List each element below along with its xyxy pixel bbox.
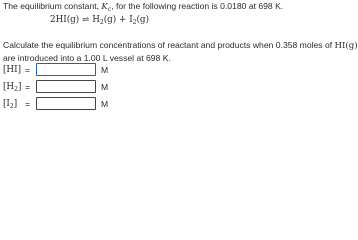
intro-prefix: The equilibrium constant, [3, 1, 102, 11]
k-subscript: c [107, 6, 112, 13]
hi-concentration-input[interactable] [36, 63, 96, 76]
unit-label: M [101, 64, 109, 75]
intro-text [3, 0, 283, 13]
unit-label: M [101, 98, 109, 109]
equals-sign: = [25, 64, 31, 75]
h2-concentration-input[interactable] [36, 80, 96, 93]
question-text-2: are introduced into a 1.00 L vessel at 698 K. [3, 53, 171, 63]
label-i2: $[I_2]$ [3, 98, 18, 110]
plus-sign: + [119, 15, 127, 25]
reaction-equation [50, 14, 149, 26]
equals-sign: = [25, 98, 31, 109]
unit-label: M [101, 81, 109, 92]
product-h2: $H_2(g)$ [92, 15, 117, 26]
question-species: HI(g) [334, 41, 358, 51]
answer-row-i2 [3, 97, 108, 110]
label-hi: [HI] [3, 64, 22, 75]
question-line-1 [3, 39, 358, 52]
product-i2: $I_2(g)$ [129, 15, 149, 26]
question-text: Calculate the equilibrium concentrations of reactant and products when 0.358 moles of [3, 40, 335, 50]
intro-suffix: , for the following reaction is 0.0180 at 698 K. [111, 1, 284, 11]
answer-row-hi [3, 63, 108, 76]
label-h2: $[H_2]$ [3, 81, 22, 93]
i2-concentration-input[interactable] [36, 97, 96, 110]
equilibrium-arrow-icon: ⇌ [82, 15, 90, 25]
equals-sign: = [25, 81, 31, 92]
k-symbol: K [101, 2, 108, 12]
answer-row-h2 [3, 80, 108, 93]
reactant: 2HI(g) [50, 15, 80, 25]
